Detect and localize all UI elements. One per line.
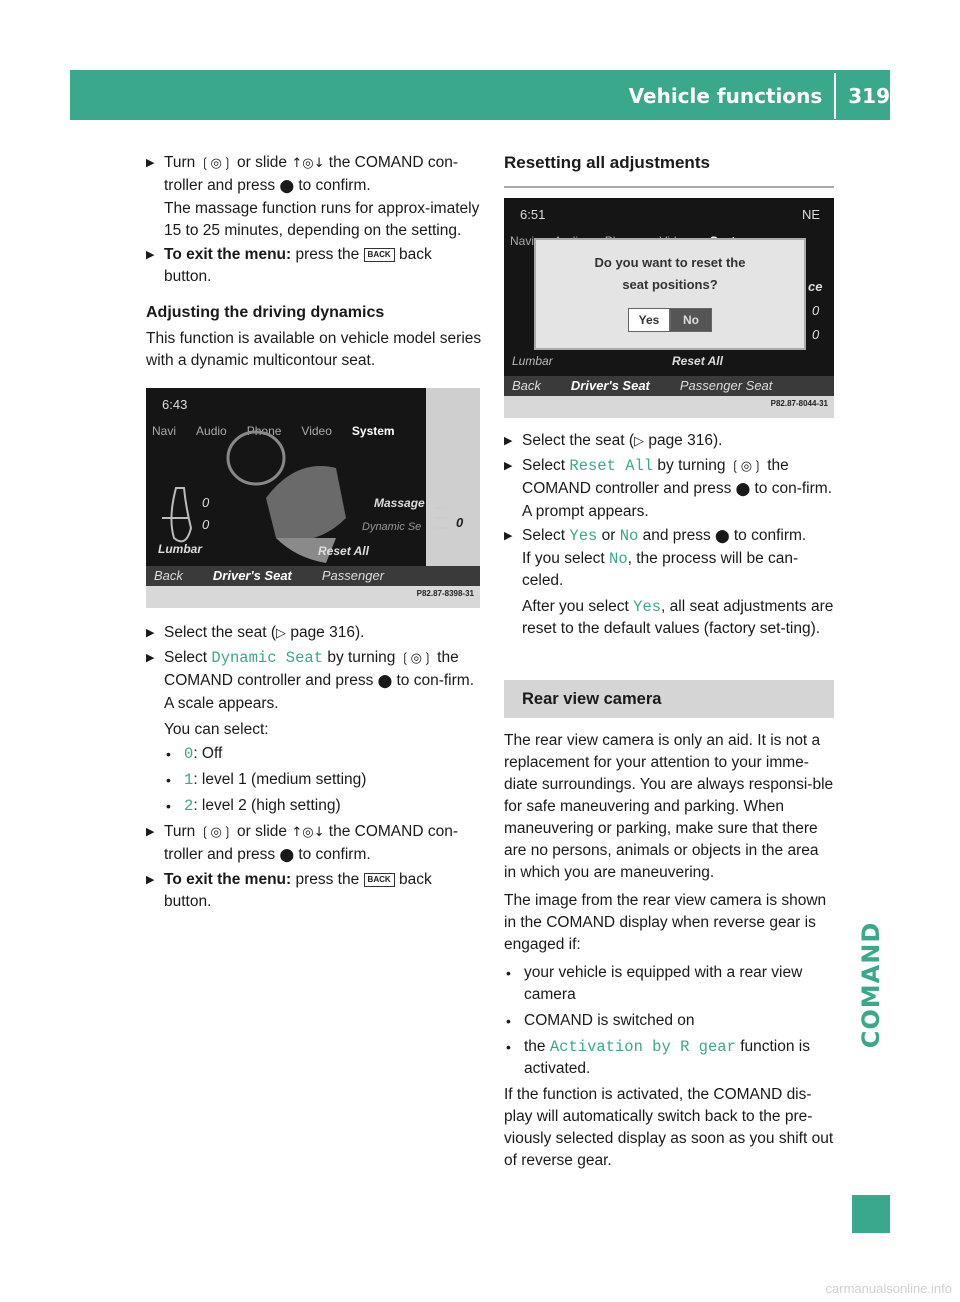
step-select-reset-all: [504, 455, 834, 523]
screen-tab: System: [351, 424, 395, 438]
step-text: and press: [638, 527, 715, 544]
screen-item-lumbar: Lumbar: [158, 542, 203, 556]
screen-code: P82.87-8044-31: [770, 399, 828, 408]
step-note: You can select:: [164, 721, 269, 738]
step-note: [522, 596, 834, 640]
screen-item: ce: [808, 279, 823, 294]
option-code: 0: [184, 745, 194, 763]
side-tab-block: [852, 1195, 890, 1233]
menu-item-activation: Activation by R gear: [549, 1038, 736, 1056]
step-text: After you select: [522, 598, 634, 615]
menu-item-no: No: [619, 527, 639, 545]
screen-time: 6:51: [520, 207, 546, 222]
screen-value: 0: [202, 517, 210, 532]
step-text: by turning: [323, 649, 400, 666]
screen-value: 0: [812, 327, 820, 342]
paragraph: The image from the rear view camera is shown in the COMAND display when reverse gear is engaged if:: [504, 892, 827, 953]
bullet-icon: •: [506, 1039, 511, 1055]
step-text: press the: [291, 871, 364, 888]
list-item: [504, 1010, 834, 1032]
step-text: page 316).: [644, 432, 723, 449]
step-text: or slide: [232, 823, 292, 840]
screen-bottom-item: Passenger Seat: [679, 378, 773, 393]
step-bold: To exit the menu:: [164, 871, 292, 888]
subheading: Adjusting the driving dynamics: [146, 304, 385, 321]
step-text: to confirm.: [294, 846, 371, 863]
screen-tab: Phone: [246, 424, 282, 438]
step-text: Select: [164, 649, 212, 666]
bullet-icon: •: [166, 772, 171, 788]
step-note: A scale appears.: [164, 695, 279, 712]
screen-item-massage: Massage: [374, 496, 425, 510]
section-heading: Resetting all adjustments: [504, 152, 834, 188]
step-select-seat: [146, 622, 482, 645]
paragraph: The rear view camera is only an aid. It is not a replacement for your attention to your imme-diate surroundings. You are always responsi-ble for safe maneuvering and parking. When maneuvering or parking, make sure that there are no persons, animals or objects in the area in which you are maneuvering.: [504, 732, 834, 881]
screen-tab: Video: [301, 424, 332, 438]
controller-slide-icon: ↑◎↓: [291, 825, 325, 840]
screen-value: 0: [812, 303, 820, 318]
screen-item-lumbar: Lumbar: [512, 354, 553, 368]
intro-text: This function is available on vehicle model series with a dynamic multicontour seat.: [146, 330, 482, 369]
section-heading-rear-camera: Rear view camera: [504, 680, 834, 718]
side-tab-label-wrap: [852, 845, 890, 1125]
menu-item-yes: Yes: [569, 527, 598, 545]
menu-item-yes: Yes: [633, 598, 662, 616]
controller-turn-icon: ❲◎❳: [199, 825, 233, 840]
step-select-seat: [504, 430, 834, 453]
step-text: back button.: [164, 246, 432, 285]
dialog-line: Do you want to reset the: [594, 255, 746, 270]
step-text: the COMAND controller and press: [164, 649, 459, 689]
screen-code: P82.87-8398-31: [416, 589, 474, 598]
step-text: Select: [522, 527, 570, 544]
option-item: [164, 795, 482, 817]
screen-value: 0: [456, 515, 464, 530]
screen-bottom-item: Back: [154, 568, 183, 583]
step-select-yes-no: [504, 525, 834, 640]
step-exit-2: [146, 869, 482, 913]
screen-item-dynamic: Dynamic Se: [362, 521, 422, 533]
option-text: : level 2 (high setting): [193, 797, 341, 814]
option-text: : level 1 (medium setting): [193, 771, 367, 788]
paragraph: If the function is activated, the COMAND dis-play will automatically switch back to the pre-viously selected display as soon as you shift out of reverse gear.: [504, 1086, 834, 1169]
reset-dialog: [534, 238, 806, 350]
list-item: [504, 962, 834, 1006]
step-text: to con-firm.: [392, 672, 475, 689]
step-turn: [146, 152, 482, 242]
option-text: : Off: [193, 745, 223, 762]
step-text: If you select: [522, 550, 610, 567]
option-code: 1: [184, 771, 194, 789]
bullet-icon: •: [166, 798, 171, 814]
no-button[interactable]: No: [670, 308, 712, 332]
page-ref-icon: ▷: [634, 434, 645, 449]
screen-compass: NE: [801, 207, 820, 222]
screen-bottom-item: Driver's Seat: [212, 568, 292, 583]
comand-screenshot: [146, 388, 480, 608]
screen-item-reset-all: Reset All: [672, 354, 723, 368]
step-text: page 316).: [286, 624, 365, 641]
step-text: by turning: [653, 457, 730, 474]
screen-tab: Audio: [196, 424, 227, 438]
list-text: COMAND is switched on: [524, 1012, 695, 1029]
step-text: or slide: [232, 154, 292, 171]
controller-press-icon: ⬤: [279, 179, 295, 194]
option-item: [164, 743, 482, 765]
arrow-icon: ▶: [146, 652, 155, 664]
dialog-line: seat positions?: [622, 277, 718, 292]
screen-value: 0: [202, 495, 210, 510]
screen-bottom-item: Driver's Seat: [570, 378, 650, 393]
step-text: the COMAND con-troller and press: [164, 823, 458, 863]
arrow-icon: ▶: [146, 249, 155, 261]
controller-press-icon: ⬤: [735, 482, 751, 497]
controller-turn-icon: ❲◎❳: [729, 459, 763, 474]
step-text: the COMAND controller and press: [522, 457, 789, 497]
step-text: press the: [291, 246, 364, 263]
step-text: Select: [522, 457, 570, 474]
option-code: 2: [184, 797, 194, 815]
controller-slide-icon: ↑◎↓: [291, 156, 325, 171]
step-bold: To exit the menu:: [164, 246, 292, 263]
yes-button[interactable]: Yes: [628, 308, 670, 332]
controller-press-icon: ⬤: [279, 848, 295, 863]
step-text: the COMAND con-troller and press: [164, 154, 458, 194]
right-column: [504, 152, 834, 1178]
step-note: A prompt appears.: [522, 503, 649, 520]
screen-bottom-item: Back: [512, 378, 541, 393]
list-text: your vehicle is equipped with a rear view camera: [524, 964, 803, 1003]
step-note: The massage function runs for approx-imately 15 to 25 minutes, depending on the setting.: [164, 200, 480, 239]
list-text: the: [524, 1038, 550, 1055]
step-text: Select the seat (: [522, 432, 635, 449]
option-item: [164, 769, 482, 791]
side-tab: [852, 845, 890, 1285]
arrow-icon: ▶: [504, 435, 513, 447]
step-note: [522, 548, 834, 592]
screen-bottom-item: Passenger: [321, 568, 385, 583]
step-text: Select the seat (: [164, 624, 277, 641]
header-separator: [834, 73, 836, 119]
controller-turn-icon: ❲◎❳: [399, 651, 433, 666]
section-title: Vehicle functions: [628, 84, 823, 108]
menu-item-reset-all: Reset All: [569, 457, 654, 475]
arrow-icon: ▶: [146, 627, 155, 639]
screen-tab: Navi: [510, 234, 535, 248]
step-text: , all seat adjustments are reset to the default values (factory set-ting).: [522, 598, 834, 637]
step-text: Turn: [164, 154, 200, 171]
page-number: 319: [848, 84, 890, 108]
step-turn-2: [146, 821, 482, 867]
bullet-icon: •: [166, 746, 171, 762]
list-item: [504, 1036, 834, 1080]
step-text: , the process will be can-celed.: [522, 550, 799, 589]
list-text: function is activated.: [524, 1038, 810, 1077]
left-column: [146, 152, 482, 915]
page-ref-icon: ▷: [276, 626, 287, 641]
side-tab-label: COMAND: [857, 921, 886, 1049]
arrow-icon: ▶: [504, 460, 513, 472]
controller-press-icon: ⬤: [377, 674, 393, 689]
step-text: to confirm.: [294, 177, 371, 194]
step-text: to con-firm.: [750, 480, 833, 497]
comand-screenshot-reset: [504, 198, 834, 418]
dialog-buttons: [536, 308, 804, 332]
bullet-icon: •: [506, 965, 511, 981]
step-text: back button.: [164, 871, 432, 910]
controller-press-icon: ⬤: [715, 529, 730, 544]
screen-time: 6:43: [162, 397, 188, 412]
bullet-icon: •: [506, 1013, 511, 1029]
step-text: or: [597, 527, 620, 544]
controller-turn-icon: ❲◎❳: [199, 156, 233, 171]
arrow-icon: ▶: [146, 826, 155, 838]
step-text: to confirm.: [729, 527, 807, 544]
step-text: Turn: [164, 823, 200, 840]
menu-item-dynamic-seat: Dynamic Seat: [211, 649, 324, 667]
arrow-icon: ▶: [504, 530, 513, 542]
back-key-icon: BACK: [364, 248, 395, 262]
step-exit: [146, 244, 482, 288]
back-key-icon: BACK: [364, 873, 395, 887]
screen-item-reset-all: Reset All: [318, 544, 369, 558]
screen-tab: Navi: [152, 424, 177, 438]
footer-watermark: carmanualsonline.info: [825, 1281, 952, 1296]
step-select-dynamic: [146, 647, 482, 817]
page-header: [629, 84, 890, 108]
arrow-icon: ▶: [146, 874, 155, 886]
arrow-icon: ▶: [146, 157, 155, 169]
menu-item-no: No: [609, 550, 628, 568]
